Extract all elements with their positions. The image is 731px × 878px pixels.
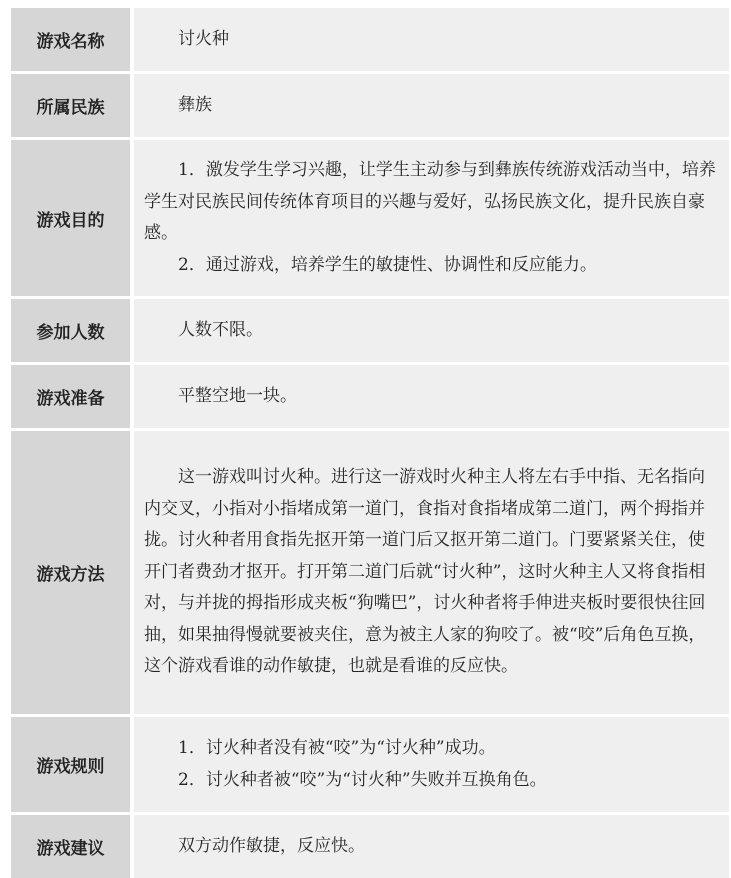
row-ethnic-group — [11, 74, 729, 140]
row-suggestions — [11, 815, 729, 878]
row-content — [134, 299, 729, 362]
row-preparation — [11, 365, 729, 431]
paragraph: 2．通过游戏，培养学生的敏捷性、协调性和反应能力。 — [178, 254, 597, 275]
row-content — [134, 365, 729, 428]
row-label: 所属民族 — [11, 74, 130, 137]
row-label: 游戏建议 — [11, 815, 130, 878]
row-label: 参加人数 — [11, 299, 130, 362]
paragraph: 2．讨火种者被“咬”为“讨火种”失败并互换角色。 — [178, 769, 547, 790]
row-method — [11, 431, 729, 717]
paragraph: 双方动作敏捷，反应快。 — [178, 835, 365, 856]
row-game-purpose — [11, 140, 729, 299]
row-content — [134, 8, 729, 71]
row-label: 游戏名称 — [11, 8, 130, 71]
row-content — [134, 717, 729, 812]
paragraph: 1．激发学生学习兴趣，让学生主动参与到彝族传统游戏活动当中，培养学生对民族民间传统体育项目的兴趣与爱好，弘扬民族文化，提升民族自豪感。 — [144, 160, 716, 243]
row-label: 游戏目的 — [11, 140, 130, 296]
paragraph: 彝族 — [178, 94, 212, 115]
row-content — [134, 140, 729, 296]
row-content — [134, 74, 729, 137]
paragraph: 这一游戏叫讨火种。进行这一游戏时火种主人将左右手中指、无名指向内交叉，小指对小指堵成第一道门，食指对食指堵成第二道门，两个拇指并拢。讨火种者用食指先抠开第一道门后又抠开第二道门。门要紧紧关住，使开门者费劲才抠开。打开第二道门后就“讨火种”，这时火种主人又将食指相对，与并拢的拇指形成夹板“狗嘴巴”，讨火种者将手伸进夹板时要很快往回抽，如果抽得慢就要被夹住，意为被主人家的狗咬了。被“咬”后角色互换，这个游戏看谁的动作敏捷，也就是看谁的反应快。 — [144, 467, 706, 677]
row-label: 游戏规则 — [11, 717, 130, 812]
paragraph: 1．讨火种者没有被“咬”为“讨火种”成功。 — [178, 738, 496, 758]
row-rules — [11, 717, 729, 815]
row-participants — [11, 299, 729, 365]
paragraph: 平整空地一块。 — [178, 385, 297, 406]
row-label: 游戏方法 — [11, 431, 130, 714]
row-content — [134, 431, 729, 714]
game-info-table — [11, 8, 729, 878]
row-label: 游戏准备 — [11, 365, 130, 428]
row-content — [134, 815, 729, 878]
paragraph: 人数不限。 — [178, 319, 263, 340]
paragraph: 讨火种 — [178, 28, 229, 49]
row-game-name — [11, 8, 729, 74]
